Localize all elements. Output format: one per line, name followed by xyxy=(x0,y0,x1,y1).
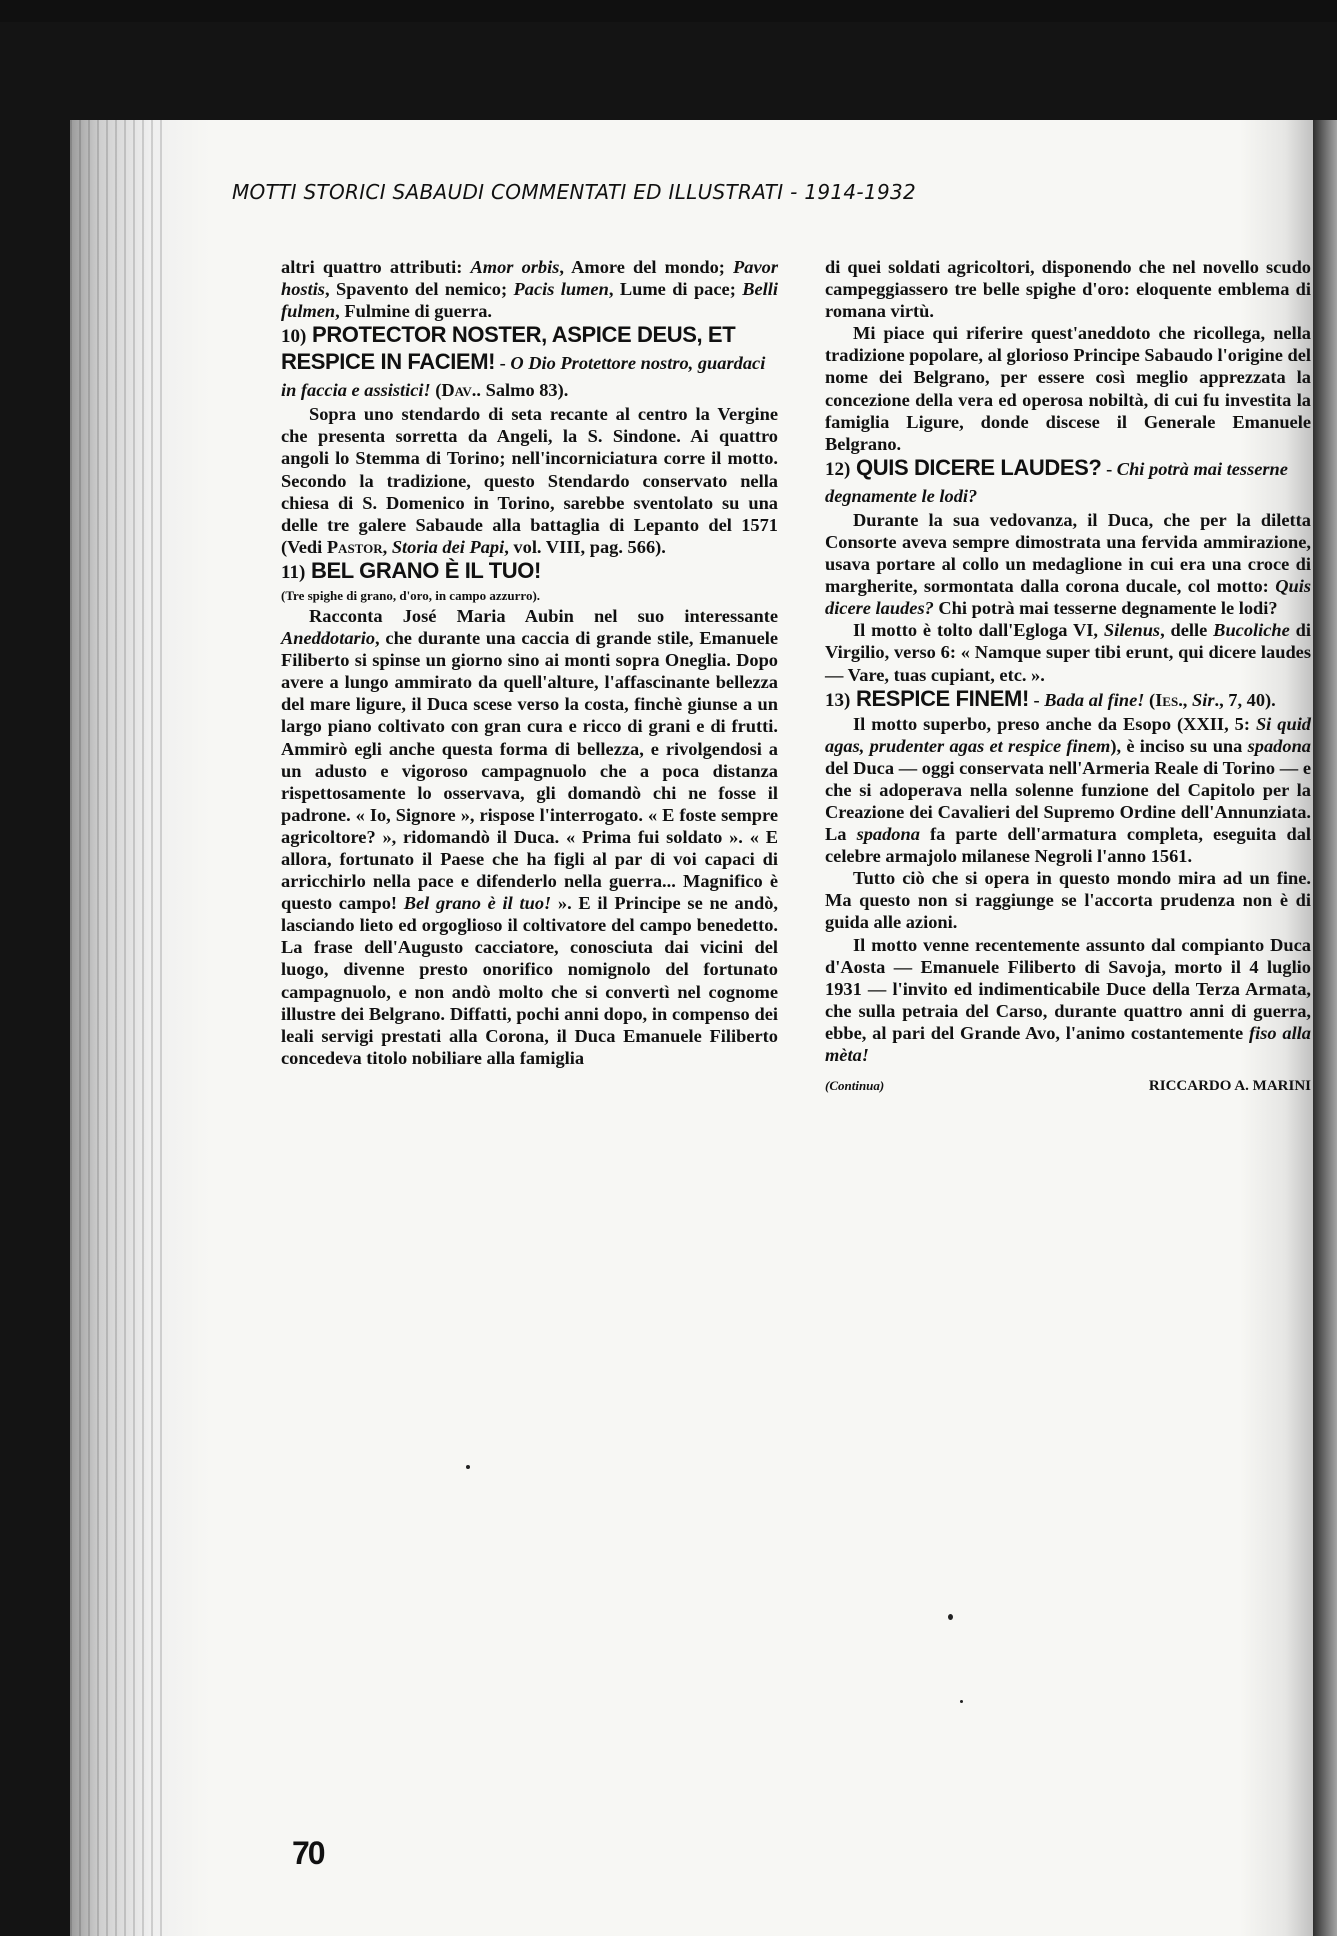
section-13-heading: 13) RESPICE FINEM! - Bada al fine! (Ies., Sir., 7, 40). xyxy=(825,685,1276,711)
page-number: 70 xyxy=(292,1835,324,1871)
author-signature: RICCARDO A. MARINI xyxy=(1148,1078,1311,1095)
section-11-note: (Tre spighe di grano, d'oro, in campo azzurro). xyxy=(281,587,541,603)
article-footer xyxy=(825,1078,1311,1095)
section-13-body: Il motto superbo, preso anche da Esopo (XXII, 5: Si quid agas, prudenter agas et respice finem), è inciso su una spadona del Duca — oggi conservata nell'Armeria Reale di Torino — e che si adoperava nella solenne funzione del Capitolo per la Creazione dei Cavalieri del Supremo Ordine dell'Annunziata. La spadona fa parte dell'armatura completa, eseguita dal celebre armajolo milanese Negroli l'anno 1561. xyxy=(825,713,1311,867)
scan-speck xyxy=(948,1614,953,1620)
paragraph-attributes: altri quattro attributi: Amor orbis, Amore del mondo; Pavor hostis, Spavento del nemico; Pacis lumen, Lume di pace; Belli fulmen, Fulmine di guerra. xyxy=(281,257,778,322)
section-12-heading: 12) QUIS DICERE LAUDES? - Chi potrà mai tesserne degnamente le lodi? xyxy=(825,454,1288,506)
section-12-source: Il motto è tolto dall'Egloga VI, Silenus, delle Bucoliche di Virgilio, verso 6: « Namque super tibi erunt, qui dicere laudes — Vare, tuas cupiant, etc. ». xyxy=(825,620,1311,685)
paragraph-continuation: di quei soldati agricoltori, disponendo che nel novello scudo campeggiassero tre belle spighe d'oro: eloquente emblema di romana virtù. xyxy=(825,257,1311,322)
scan-top-band xyxy=(0,0,1337,22)
section-13-duca-aosta: Il motto venne recentemente assunto dal compianto Duca d'Aosta — Emanuele Filiberto di Savoja, morto il 4 luglio 1931 — l'invito ed indimenticabile Duce della Terza Armata, che sulla petraia del Carso, durante quattro anni di guerra, ebbe, al pari del Grande Avo, l'animo costantemente fiso alla mèta! xyxy=(825,934,1311,1065)
section-13-reflection: Tutto ciò che si opera in questo mondo mira ad un fine. Ma questo non si raggiunge se l'accorta prudenza non è di guida alle azioni. xyxy=(825,868,1311,933)
section-11-body: Racconta José Maria Aubin nel suo interessante Aneddotario, che durante una caccia di grande stile, Emanuele Filiberto si spinse un giorno sino ai monti sopra Oneglia. Dopo avere a lungo ammirato da quell'alture, l'affascinante bellezza del mare ligure, il Duca scese verso la costa, finchè giunse a un largo piano coltivato con gran cura e ricco di grani e di frutti. Ammirò egli anche questa forma di bellezza, e rivolgendosi a un adusto e vigoroso campagnuolo che a poca distanza rispettosamente lo osservava, gli domandò chi ne fosse il padrone. « Io, Signore », rispose l'interrogato. « E foste sempre agricoltore? », ridomandò il Duca. « Prima fui soldato ». « E allora, fortunato il Paese che ha figli al par di voi capaci di arricchirlo nella pace e difenderlo nella guerra... Magnifico è questo campo! Bel grano è il tuo! ». E il Principe se ne andò, lasciando lieto ed orgoglioso il coltivatore del campo benedetto. La frase dell'Augusto cacciatore, conosciuta dai vicini del luogo, divenne presto onorifico nomignolo del fortunato campagnuolo, e non andò molto che si convertì nel cognome illustre dei Belgrano. Diffatti, pochi anni dopo, in compenso dei leali servigi prestati alla Corona, il Duca Emanuele Filiberto concedeva titolo nobiliare alla famiglia xyxy=(281,605,778,1068)
running-header: MOTTI STORICI SABAUDI COMMENTATI ED ILLUSTRATI - 1914-1932 xyxy=(232,180,917,204)
section-10-body: Sopra uno stendardo di seta recante al centro la Vergine che presenta sorretta da Angeli, la S. Sindone. Ai quattro angoli lo Stemma di Torino; nell'incorniciatura corre il motto. Secondo la tradizione, questo Stendardo conservato nella chiesa di S. Domenico in Torino, sarebbe sventolato su una delle tre galere Sabaude alla battaglia di Lepanto del 1571 (Vedi Pastor, Storia dei Papi, vol. VIII, pag. 566). xyxy=(281,404,778,557)
left-column xyxy=(281,256,778,1069)
page-edge-shadow xyxy=(1313,120,1337,1936)
scan-speck xyxy=(466,1465,470,1469)
section-12-body: Durante la sua vedovanza, il Duca, che per la diletta Consorte aveva sempre dimostrata una fervida ammirazione, usava portare al collo un medaglione in cui era una croce di margherite, sormontata dalla corona ducale, col motto: Quis dicere laudes? Chi potrà mai tesserne degnamente le lodi? xyxy=(825,509,1311,619)
section-11-heading: 11) BEL GRANO È IL TUO! xyxy=(281,557,541,583)
section-10-heading: 10) PROTECTOR NOSTER, ASPICE DEUS, ET RESPICE IN FACIEM! - O Dio Protettore nostro, guardaci in faccia e assistici! (Dav.. Salmo 83). xyxy=(281,322,766,401)
right-column xyxy=(825,256,1311,1095)
continued-label: (Continua) xyxy=(825,1078,885,1094)
binding-shadow xyxy=(70,120,165,1936)
paragraph-anecdote: Mi piace qui riferire quest'aneddoto che ricollega, nella tradizione popolare, al glorioso Principe Sabaudo l'origine del nome dei Belgrano, per essere così meglio apprezzata la concezione della vera ed operosa nobiltà, di cui fu investita la famiglia Ligure, donde discese il Generale Emanuele Belgrano. xyxy=(825,323,1312,454)
scan-speck xyxy=(960,1700,963,1703)
